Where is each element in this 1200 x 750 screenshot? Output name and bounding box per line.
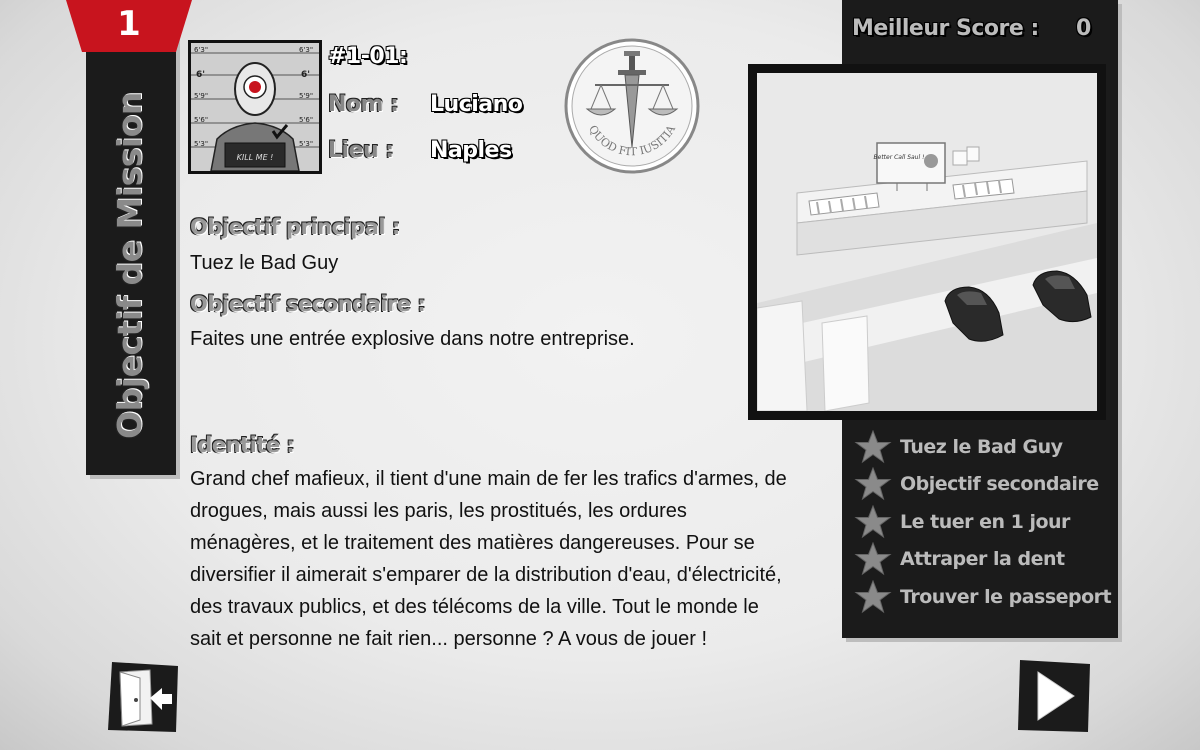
dagger-scales-icon <box>563 37 701 175</box>
identity-text <box>190 463 840 655</box>
place-label: Lieu : <box>328 138 394 163</box>
height-mark-left-2: 5'9" <box>194 92 209 100</box>
next-button[interactable] <box>1016 658 1092 734</box>
objective-label: Tuez le Bad Guy <box>900 435 1063 458</box>
secondary-objective-title: Objectif secondaire : <box>190 292 426 316</box>
height-mark-right-3: 5'6" <box>299 116 314 124</box>
level-tab <box>66 0 192 52</box>
objective-label: Attraper la dent <box>900 548 1065 571</box>
target-code: #1-01: <box>328 44 408 69</box>
billboard-text: Better Call Saul ! <box>873 154 925 161</box>
objective-label: Objectif secondaire <box>900 473 1099 496</box>
target-place: Naples <box>430 138 512 163</box>
identity-line: Grand chef mafieux, il tient d'une main de fer les trafics d'armes, de <box>190 468 787 490</box>
star-icon <box>852 430 894 464</box>
objective-item <box>852 578 1112 616</box>
play-arrow-icon <box>1016 658 1092 734</box>
target-mugshot <box>188 40 322 174</box>
objective-item <box>852 503 1112 541</box>
height-mark-left-1: 6' <box>196 70 206 80</box>
mission-title: Objectif de Mission <box>109 91 149 439</box>
justice-seal <box>563 37 701 175</box>
height-mark-left-3: 5'6" <box>194 116 209 124</box>
exit-button[interactable] <box>106 658 180 734</box>
identity-line: diversifier il aimerait s'emparer de la distribution d'eau, d'électricité, <box>190 564 782 586</box>
height-mark-right-0: 6'3" <box>299 46 314 54</box>
best-score-label: Meilleur Score : <box>852 16 1039 41</box>
star-icon <box>852 505 894 539</box>
mugshot-image <box>191 43 319 171</box>
main-objective-title: Objectif principal : <box>190 215 400 239</box>
objective-item <box>852 466 1112 504</box>
target-name: Luciano <box>430 92 523 117</box>
height-mark-right-2: 5'9" <box>299 92 314 100</box>
height-mark-left-0: 6'3" <box>194 46 209 54</box>
objective-label: Trouver le passeport <box>900 585 1112 608</box>
height-mark-right-1: 6' <box>301 70 311 80</box>
best-score-value: 0 <box>1076 16 1091 41</box>
name-label: Nom : <box>328 92 399 117</box>
level-preview-image <box>757 73 1097 411</box>
identity-title: Identité : <box>190 433 295 457</box>
mugshot-sign: KILL ME ! <box>236 153 274 162</box>
objectives-list <box>852 428 1112 616</box>
star-icon <box>852 542 894 576</box>
height-mark-left-4: 5'3" <box>194 140 209 148</box>
star-icon <box>852 467 894 501</box>
level-preview <box>748 64 1106 420</box>
objective-item <box>852 428 1112 466</box>
level-number: 1 <box>117 4 141 44</box>
height-mark-right-4: 5'3" <box>299 140 314 148</box>
secondary-objective-text: Faites une entrée explosive dans notre entreprise. <box>190 328 635 350</box>
star-icon <box>852 580 894 614</box>
identity-line: ménagères, et le traitement des matières dangereuses. Pour se <box>190 532 755 554</box>
mission-title-vertical <box>84 60 174 470</box>
seal-motto: QUOD FIT IUSITIA <box>585 122 679 159</box>
exit-door-icon <box>106 658 180 734</box>
objective-label: Le tuer en 1 jour <box>900 510 1070 533</box>
objective-item <box>852 541 1112 579</box>
identity-line: drogues, mais aussi les paris, les prostitués, les ordures <box>190 500 687 522</box>
identity-line: des travaux publics, et des télécoms de la ville. Tout le monde le <box>190 596 759 618</box>
identity-line: sait et personne ne fait rien... personne ? A vous de jouer ! <box>190 628 708 650</box>
main-objective-text: Tuez le Bad Guy <box>190 252 339 274</box>
